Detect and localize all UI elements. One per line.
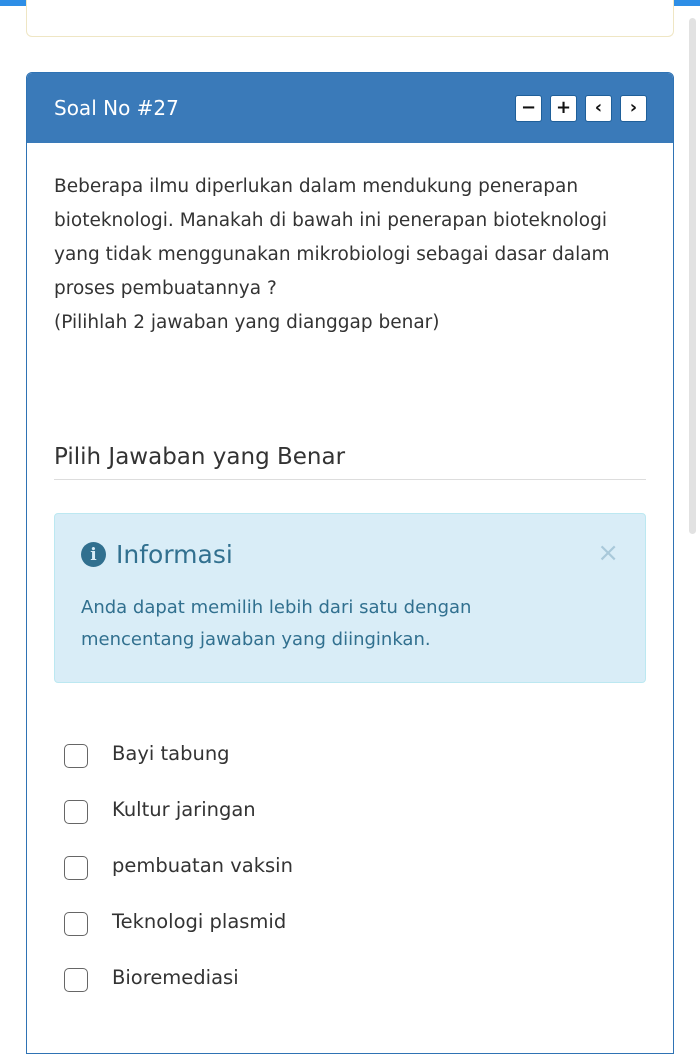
checkbox[interactable] [64,912,88,936]
prev-question-button[interactable]: ‹ [585,95,612,122]
question-number-title: Soal No #27 [54,96,179,120]
answer-options [64,725,293,1005]
checkbox[interactable] [64,800,88,824]
decrease-font-button[interactable]: − [515,95,542,122]
checkbox[interactable] [64,744,88,768]
checkbox[interactable] [64,968,88,992]
question-body [54,170,614,340]
answer-section-title: Pilih Jawaban yang Benar [54,444,646,480]
option-label: Bayi tabung [112,741,230,765]
scrollbar-thumb[interactable] [689,18,696,534]
question-text: Beberapa ilmu diperlukan dalam mendukung penerapan bioteknologi. Manakah di bawah ini penerapan bioteknologi yang tidak menggunakan mikrobiologi sebagai dasar dalam proses pembuatannya ? [54,176,610,299]
next-question-button[interactable]: › [620,95,647,122]
info-alert [54,513,646,683]
answer-option-3[interactable] [64,837,293,893]
answer-option-1[interactable] [64,725,293,781]
info-icon: i [81,542,106,567]
increase-font-button[interactable]: + [550,95,577,122]
previous-card-bottom [26,0,674,37]
question-hint: (Pilihlah 2 jawaban yang dianggap benar) [54,312,440,333]
close-icon[interactable]: × [597,538,619,568]
alert-header [81,540,233,569]
alert-title: Informasi [116,540,233,569]
alert-message: Anda dapat memilih lebih dari satu dengan mencentang jawaban yang diinginkan. [81,597,472,650]
option-label: Bioremediasi [112,965,239,989]
option-label: Teknologi plasmid [112,909,287,933]
panel-header [27,73,673,143]
checkbox[interactable] [64,856,88,880]
question-nav-buttons [515,95,647,122]
option-label: pembuatan vaksin [112,853,293,877]
answer-option-2[interactable] [64,781,293,837]
option-label: Kultur jaringan [112,797,256,821]
question-panel [26,72,674,1054]
answer-option-4[interactable] [64,893,293,949]
answer-option-5[interactable] [64,949,293,1005]
